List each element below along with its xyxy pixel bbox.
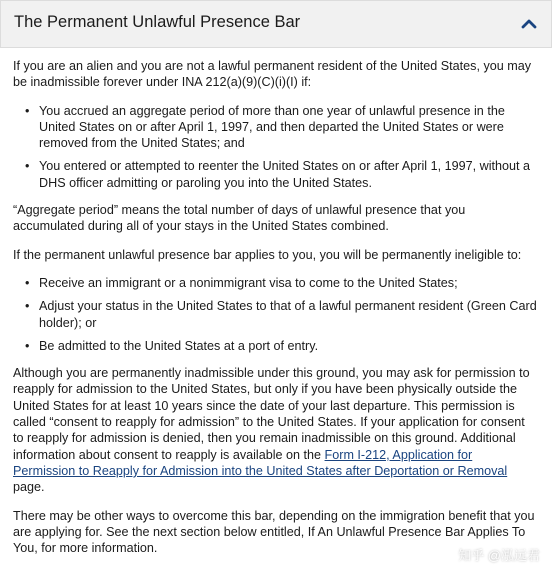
conditions-list <box>13 103 538 191</box>
bullet-icon: • <box>25 299 30 314</box>
list-item <box>25 103 538 152</box>
list-item-text: Adjust your status in the United States to that of a lawful permanent resident (Green Card holder); or <box>39 299 537 330</box>
chevron-up-icon[interactable] <box>519 14 539 34</box>
list-item-text: Receive an immigrant or a nonimmigrant visa to come to the United States; <box>39 275 458 290</box>
list-item <box>25 275 538 291</box>
consent-text-after: page. <box>13 480 45 495</box>
list-item-text: You accrued an aggregate period of more than one year of unlawful presence in the United States on or after April 1, 1997, and then departed the United States or were removed from the United States; and <box>39 103 505 151</box>
list-item-text: Be admitted to the United States at a port of entry. <box>39 338 319 353</box>
accordion-title: The Permanent Unlawful Presence Bar <box>14 13 301 31</box>
bullet-icon: • <box>25 159 30 174</box>
accordion-header[interactable] <box>0 0 552 48</box>
consent-paragraph <box>13 365 538 495</box>
form-i212-link[interactable]: Form I-212, Application for Permission to Reapply for Admission into the United States after Deportation or Removal <box>13 447 508 478</box>
bullet-icon: • <box>25 103 30 118</box>
bullet-icon: • <box>25 275 30 290</box>
ineligible-list <box>13 275 538 354</box>
other-ways-paragraph: There may be other ways to overcome this bar, depending on the immigration benefit that you are applying for. See the next section below entitled, If An Unlawful Presence Bar Applies To You, for more information. <box>13 508 535 556</box>
list-item <box>25 298 538 331</box>
list-item <box>25 158 538 191</box>
watermark: 知乎 @泓远君 <box>458 548 540 563</box>
consent-text-before: Although you are permanently inadmissible under this ground, you may ask for permission to reapply for admission to the United States, but only if you have been physically outside the United States for at least 10 years since the date of your last departure. This permission is called “consent to reapply for admission” to the United States. If your application for consent to reapply for admission is denied, then you remain inadmissible on this ground. Additional information about consent to reapply is available on the <box>13 366 530 462</box>
list-item-text: You entered or attempted to reenter the United States on or after April 1, 1997, without a DHS officer admitting or paroling you into the United States. <box>39 159 531 190</box>
aggregate-definition: “Aggregate period” means the total number of days of unlawful presence that you accumulated during all of your stays in the United States combined. <box>13 203 466 234</box>
intro-paragraph: If you are an alien and you are not a lawful permanent resident of the United States, you may be inadmissible forever under INA 212(a)(9)(C)(i)(I) if: <box>13 59 532 90</box>
accordion-content <box>13 58 538 568</box>
bullet-icon: • <box>25 338 30 353</box>
list-item <box>25 338 538 354</box>
ineligible-intro: If the permanent unlawful presence bar applies to you, you will be permanently ineligible to: <box>13 247 522 262</box>
